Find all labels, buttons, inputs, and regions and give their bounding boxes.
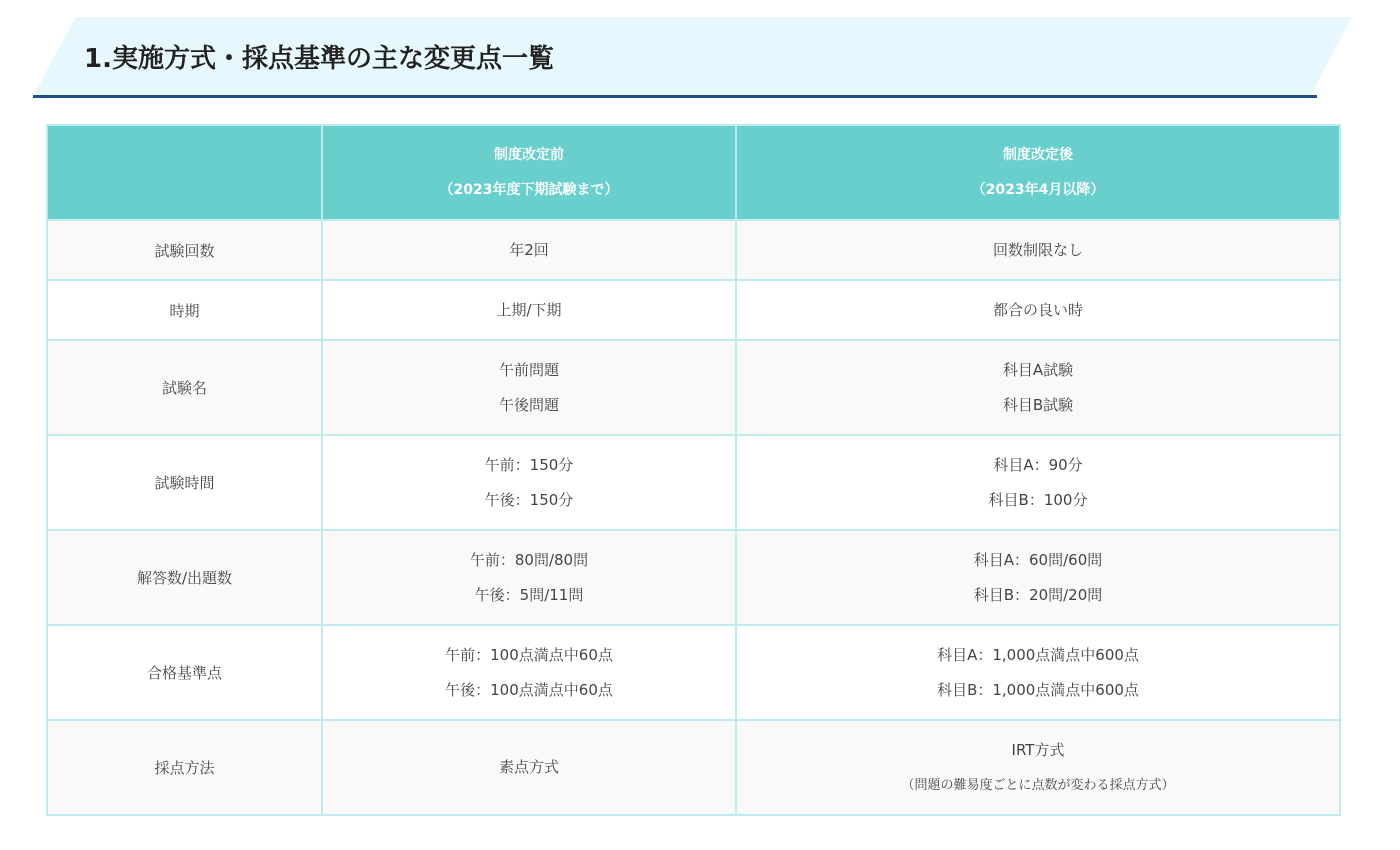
heading-underline xyxy=(33,95,1317,98)
row-label: 採点方法 xyxy=(47,720,322,815)
after-note: （問題の難易度ごとに点数が変わる採点方式） xyxy=(901,777,1175,793)
after-value: 科目A：90分 xyxy=(993,455,1083,474)
header-after-subtitle: （2023年4月以降） xyxy=(971,181,1105,198)
table-row xyxy=(47,340,1340,435)
after-cell xyxy=(736,530,1340,625)
row-label: 試験名 xyxy=(47,340,322,435)
table-header-row xyxy=(47,125,1340,220)
after-cell xyxy=(736,280,1340,340)
after-value: 都合の良い時 xyxy=(992,300,1083,319)
header-before-subtitle: （2023年度下期試験まで） xyxy=(439,181,619,198)
table-row xyxy=(47,220,1340,280)
after-cell xyxy=(736,220,1340,280)
header-before xyxy=(322,125,736,220)
row-label: 合格基準点 xyxy=(47,625,322,720)
before-value: 午前：150分 xyxy=(484,455,574,474)
row-label: 時期 xyxy=(47,280,322,340)
row-label: 解答数/出題数 xyxy=(47,530,322,625)
after-cell xyxy=(736,625,1340,720)
row-label: 試験時間 xyxy=(47,435,322,530)
before-cell xyxy=(322,280,736,340)
before-value: 午前：80問/80問 xyxy=(469,550,589,569)
after-value: 科目B試験 xyxy=(1002,395,1074,414)
after-cell xyxy=(736,340,1340,435)
before-cell xyxy=(322,220,736,280)
table-row xyxy=(47,530,1340,625)
table-row xyxy=(47,435,1340,530)
after-value: 回数制限なし xyxy=(992,240,1083,259)
before-value: 午後問題 xyxy=(498,395,559,414)
header-after xyxy=(736,125,1340,220)
after-value: 科目A：60問/60問 xyxy=(973,550,1103,569)
before-cell xyxy=(322,625,736,720)
header-before-title: 制度改定前 xyxy=(494,146,564,163)
before-value: 午前：100点満点中60点 xyxy=(445,645,613,664)
before-value: 午後：150分 xyxy=(484,490,574,509)
before-value: 年2回 xyxy=(509,240,549,259)
header-blank-cell xyxy=(47,125,322,220)
before-value: 午後：100点満点中60点 xyxy=(445,680,613,699)
comparison-table xyxy=(46,124,1341,816)
table-row xyxy=(47,280,1340,340)
before-value: 午後：5問/11問 xyxy=(474,585,584,604)
before-value: 素点方式 xyxy=(498,758,559,776)
before-value: 午前問題 xyxy=(498,360,559,379)
table-row xyxy=(47,625,1340,720)
after-value: 科目B：100分 xyxy=(988,490,1088,509)
before-value: 上期/下期 xyxy=(496,300,562,319)
after-cell xyxy=(736,435,1340,530)
section-title: 1.実施方式・採点基準の主な変更点一覧 xyxy=(84,44,554,74)
header-after-title: 制度改定後 xyxy=(1003,146,1073,163)
after-value: 科目B：1,000点満点中600点 xyxy=(937,680,1139,699)
after-value: 科目A試験 xyxy=(1002,360,1074,379)
before-cell xyxy=(322,340,736,435)
row-label: 試験回数 xyxy=(47,220,322,280)
table-row xyxy=(47,720,1340,815)
before-cell xyxy=(322,720,736,815)
after-value: IRT方式 xyxy=(1011,740,1065,759)
after-value: 科目B：20問/20問 xyxy=(973,585,1103,604)
after-cell xyxy=(736,720,1340,815)
before-cell xyxy=(322,435,736,530)
before-cell xyxy=(322,530,736,625)
after-value: 科目A：1,000点満点中600点 xyxy=(937,645,1139,664)
